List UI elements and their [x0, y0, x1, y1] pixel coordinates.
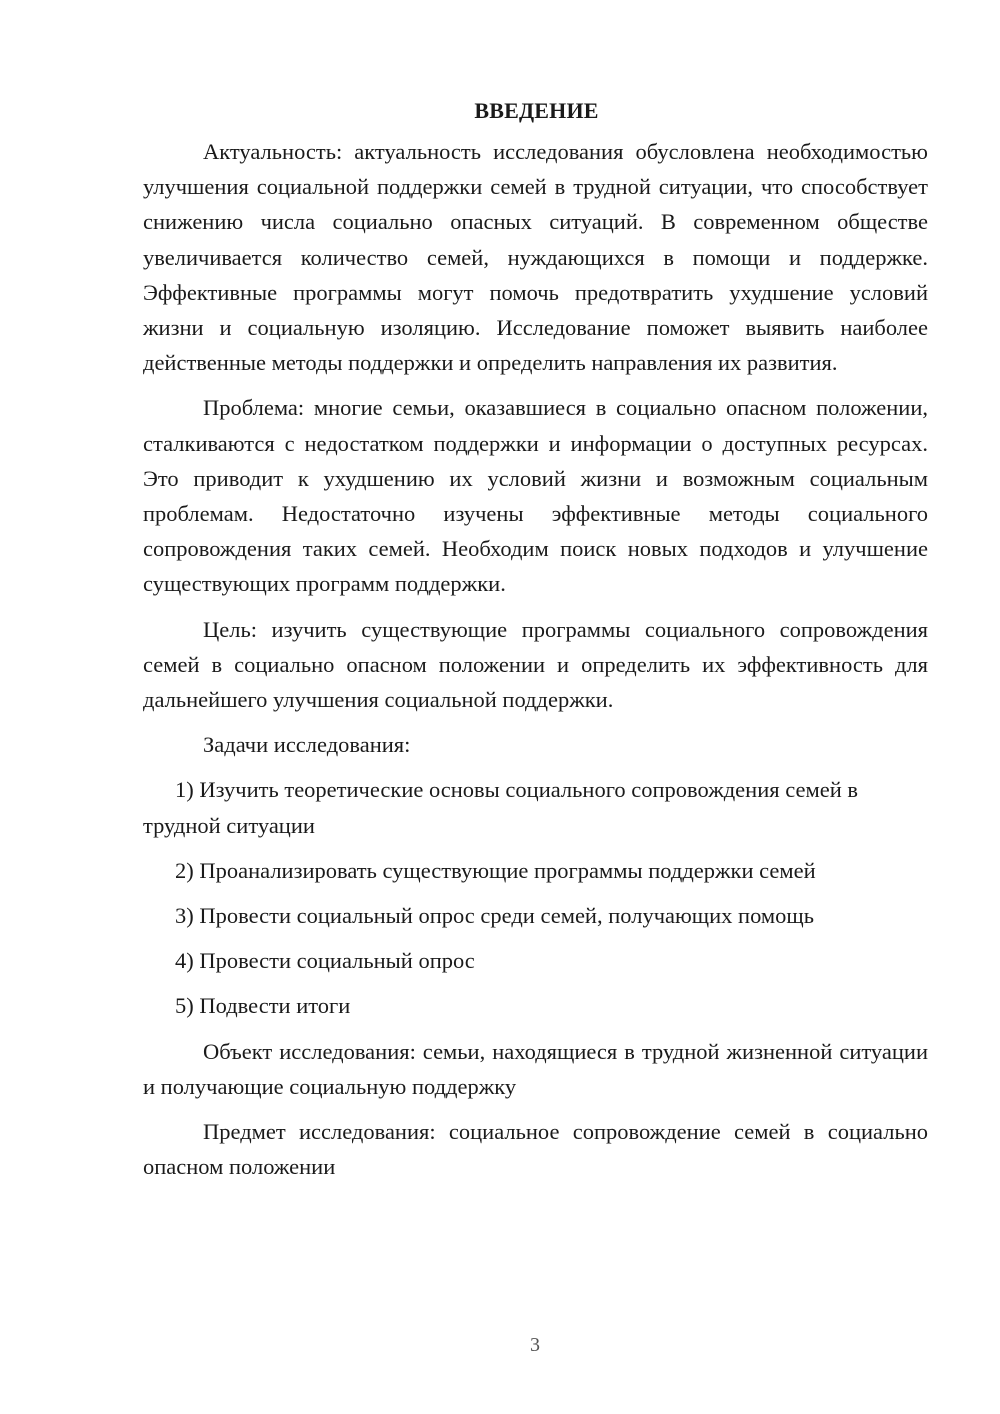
object-paragraph: Объект исследования: семьи, находящиеся в трудной жизненной ситуации и получающие социальную поддержку	[143, 1038, 928, 1099]
page-content	[143, 94, 928, 1194]
page-number: 3	[530, 1334, 540, 1356]
task-item: 4) Провести социальный опрос	[175, 948, 475, 974]
problem-paragraph: Проблема: многие семьи, оказавшиеся в социально опасном положении, сталкиваются с недостатком поддержки и информации о доступных ресурсах. Это приводит к ухудшению их условий жизни и возможным социальным проблемам. Недостаточно изучены эффективные методы социального сопровождения таких семей. Необходим поиск новых подходов и улучшение существующих программ поддержки.	[143, 395, 928, 597]
task-item: 1) Изучить теоретические основы социального сопровождения семей в трудной ситуации	[143, 777, 858, 838]
subject-paragraph: Предмет исследования: социальное сопровождение семей в социально опасном положении	[143, 1119, 928, 1180]
task-item: 3) Провести социальный опрос среди семей, получающих помощь	[175, 903, 814, 929]
page-title: ВВЕДЕНИЕ	[474, 98, 599, 123]
relevance-paragraph: Актуальность: актуальность исследования обусловлена необходимостью улучшения социальной поддержки семей в трудной ситуации, что способствует снижению числа социально опасных ситуаций. В современном обществе увеличивается количество семей, нуждающихся в помощи и поддержке. Эффективные программы могут помочь предотвратить ухудшение условий жизни и социальную изоляцию. Исследование поможет выявить наиболее действенные методы поддержки и определить направления их развития.	[143, 139, 928, 376]
task-item: 5) Подвести итоги	[175, 993, 351, 1019]
task-item: 2) Проанализировать существующие программы поддержки семей	[175, 857, 816, 883]
goal-paragraph: Цель: изучить существующие программы социального сопровождения семей в социально опасном положении и определить их эффективность для дальнейшего улучшения социальной поддержки.	[143, 616, 928, 713]
tasks-heading: Задачи исследования:	[203, 732, 411, 758]
